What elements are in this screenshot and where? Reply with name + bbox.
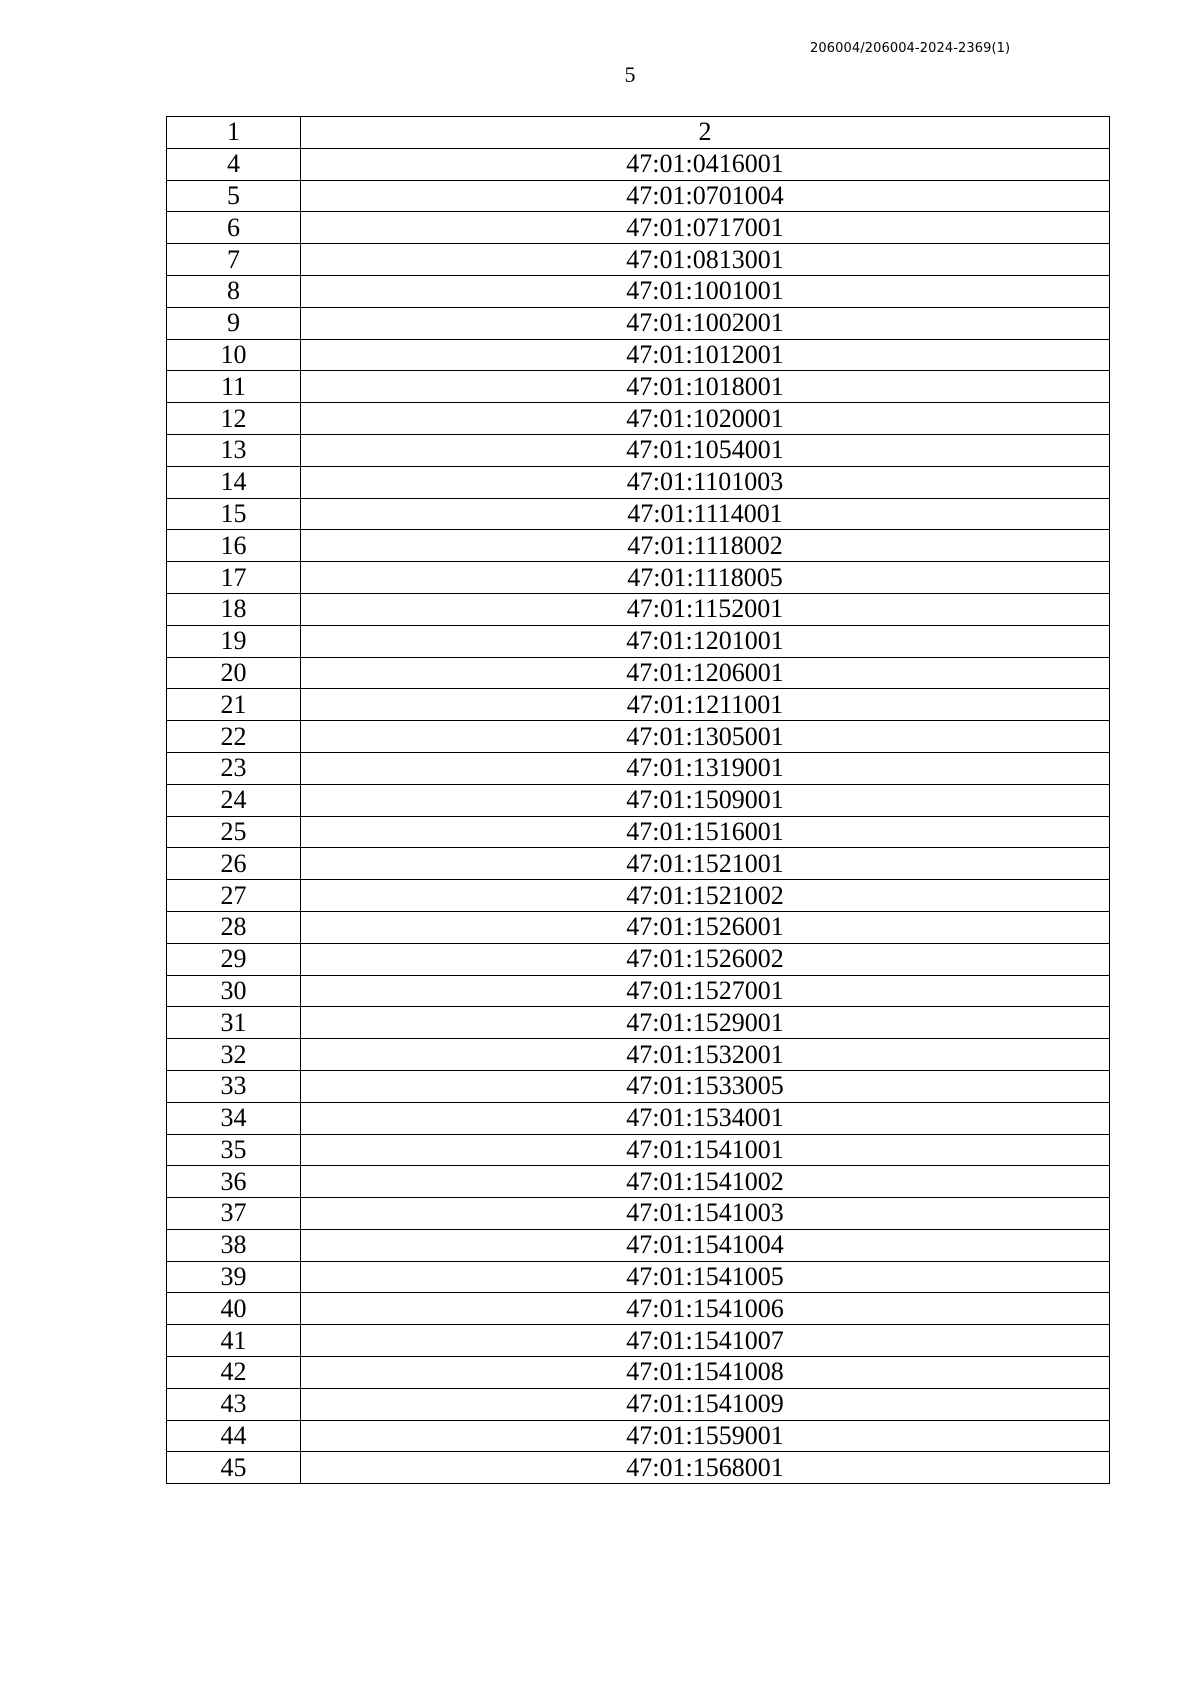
row-number-cell: 7 [167,244,301,276]
table-row [167,911,1110,943]
row-number-cell: 33 [167,1070,301,1102]
row-number-cell: 17 [167,562,301,594]
row-number-cell: 20 [167,657,301,689]
cadastral-number-cell: 47:01:0701004 [301,180,1110,212]
row-number-cell: 31 [167,1007,301,1039]
row-number-cell: 23 [167,752,301,784]
row-number-cell: 10 [167,339,301,371]
table-row [167,689,1110,721]
cadastral-number-cell: 47:01:1533005 [301,1070,1110,1102]
cadastral-number-cell: 47:01:1001001 [301,275,1110,307]
row-number-cell: 44 [167,1420,301,1452]
row-number-cell: 32 [167,1039,301,1071]
table-row [167,625,1110,657]
row-number-cell: 45 [167,1452,301,1484]
row-number-cell: 16 [167,530,301,562]
row-number-cell: 38 [167,1229,301,1261]
row-number-cell: 27 [167,880,301,912]
row-number-cell: 13 [167,434,301,466]
row-number-cell: 34 [167,1102,301,1134]
row-number-cell: 37 [167,1198,301,1230]
table-row [167,1388,1110,1420]
row-number-cell: 11 [167,371,301,403]
table-row [167,1166,1110,1198]
table-row [167,752,1110,784]
table-row [167,1134,1110,1166]
column-number-cell: 1 [167,117,301,149]
cadastral-number-cell: 47:01:1101003 [301,466,1110,498]
cadastral-number-cell: 47:01:1541001 [301,1134,1110,1166]
cadastral-number-cell: 47:01:1152001 [301,593,1110,625]
row-number-cell: 28 [167,911,301,943]
row-number-cell: 22 [167,721,301,753]
cadastral-number-cell: 47:01:1541007 [301,1325,1110,1357]
cadastral-number-cell: 47:01:1012001 [301,339,1110,371]
cadastral-number-cell: 47:01:1020001 [301,403,1110,435]
row-number-cell: 36 [167,1166,301,1198]
row-number-cell: 39 [167,1261,301,1293]
row-number-cell: 5 [167,180,301,212]
table-row [167,562,1110,594]
cadastral-number-cell: 47:01:1002001 [301,307,1110,339]
table-row [167,721,1110,753]
page-number: 5 [624,62,636,87]
cadastral-number-cell: 47:01:1118002 [301,530,1110,562]
row-number-cell: 24 [167,784,301,816]
table-row [167,212,1110,244]
row-number-cell: 26 [167,848,301,880]
cadastral-number-cell: 47:01:1201001 [301,625,1110,657]
cadastral-number-cell: 47:01:1509001 [301,784,1110,816]
table-row [167,371,1110,403]
cadastral-number-cell: 47:01:1018001 [301,371,1110,403]
table-row [167,593,1110,625]
cadastral-number-cell: 47:01:1526001 [301,911,1110,943]
cadastral-number-cell: 47:01:1559001 [301,1420,1110,1452]
table-row [167,403,1110,435]
table-row [167,1357,1110,1389]
cadastral-number-cell: 47:01:0416001 [301,148,1110,180]
row-number-cell: 21 [167,689,301,721]
row-number-cell: 35 [167,1134,301,1166]
cadastral-number-cell: 47:01:1521002 [301,880,1110,912]
table-row [167,1039,1110,1071]
table-row [167,1452,1110,1484]
row-number-cell: 18 [167,593,301,625]
row-number-cell: 9 [167,307,301,339]
cadastral-number-cell: 47:01:1541004 [301,1229,1110,1261]
table-row [167,880,1110,912]
cadastral-number-cell: 47:01:1527001 [301,975,1110,1007]
cadastral-number-cell: 47:01:1521001 [301,848,1110,880]
row-number-cell: 19 [167,625,301,657]
table-row [167,1293,1110,1325]
table-body [167,117,1110,1484]
table-row [167,1102,1110,1134]
column-number-cell: 2 [301,117,1110,149]
table-row [167,816,1110,848]
cadastral-number-cell: 47:01:1541003 [301,1198,1110,1230]
row-number-cell: 43 [167,1388,301,1420]
cadastral-number-cell: 47:01:1211001 [301,689,1110,721]
table-row [167,244,1110,276]
cadastral-number-cell: 47:01:1541008 [301,1357,1110,1389]
cadastral-number-cell: 47:01:1206001 [301,657,1110,689]
table-row [167,943,1110,975]
cadastral-quarters-table [166,116,1110,1484]
document-registration-number: 206004/206004-2024-2369(1) [810,41,1011,56]
row-number-cell: 42 [167,1357,301,1389]
cadastral-number-cell: 47:01:1541002 [301,1166,1110,1198]
table-row [167,307,1110,339]
row-number-cell: 41 [167,1325,301,1357]
cadastral-number-cell: 47:01:1529001 [301,1007,1110,1039]
cadastral-number-cell: 47:01:1054001 [301,434,1110,466]
cadastral-number-cell: 47:01:1305001 [301,721,1110,753]
cadastral-number-cell: 47:01:1526002 [301,943,1110,975]
cadastral-number-cell: 47:01:1541009 [301,1388,1110,1420]
cadastral-number-cell: 47:01:1541005 [301,1261,1110,1293]
row-number-cell: 6 [167,212,301,244]
table-row [167,848,1110,880]
row-number-cell: 25 [167,816,301,848]
row-number-cell: 40 [167,1293,301,1325]
table-row [167,1261,1110,1293]
row-number-cell: 30 [167,975,301,1007]
row-number-cell: 12 [167,403,301,435]
table-row [167,1007,1110,1039]
row-number-cell: 29 [167,943,301,975]
table-row [167,434,1110,466]
cadastral-number-cell: 47:01:0717001 [301,212,1110,244]
cadastral-number-cell: 47:01:1541006 [301,1293,1110,1325]
table-row [167,1229,1110,1261]
table-row [167,1198,1110,1230]
cadastral-number-cell: 47:01:1568001 [301,1452,1110,1484]
table-row [167,498,1110,530]
row-number-cell: 14 [167,466,301,498]
cadastral-number-cell: 47:01:1532001 [301,1039,1110,1071]
row-number-cell: 15 [167,498,301,530]
table-row [167,784,1110,816]
cadastral-number-cell: 47:01:1118005 [301,562,1110,594]
table-header-row [167,117,1110,149]
cadastral-number-cell: 47:01:0813001 [301,244,1110,276]
row-number-cell: 8 [167,275,301,307]
table-row [167,657,1110,689]
table-row [167,1325,1110,1357]
table-row [167,466,1110,498]
table-row [167,1420,1110,1452]
cadastral-number-cell: 47:01:1114001 [301,498,1110,530]
row-number-cell: 4 [167,148,301,180]
cadastral-number-cell: 47:01:1534001 [301,1102,1110,1134]
table-row [167,339,1110,371]
table-row [167,1070,1110,1102]
table-row [167,148,1110,180]
cadastral-number-cell: 47:01:1319001 [301,752,1110,784]
table-row [167,530,1110,562]
table-row [167,275,1110,307]
table-row [167,180,1110,212]
table-row [167,975,1110,1007]
cadastral-number-cell: 47:01:1516001 [301,816,1110,848]
